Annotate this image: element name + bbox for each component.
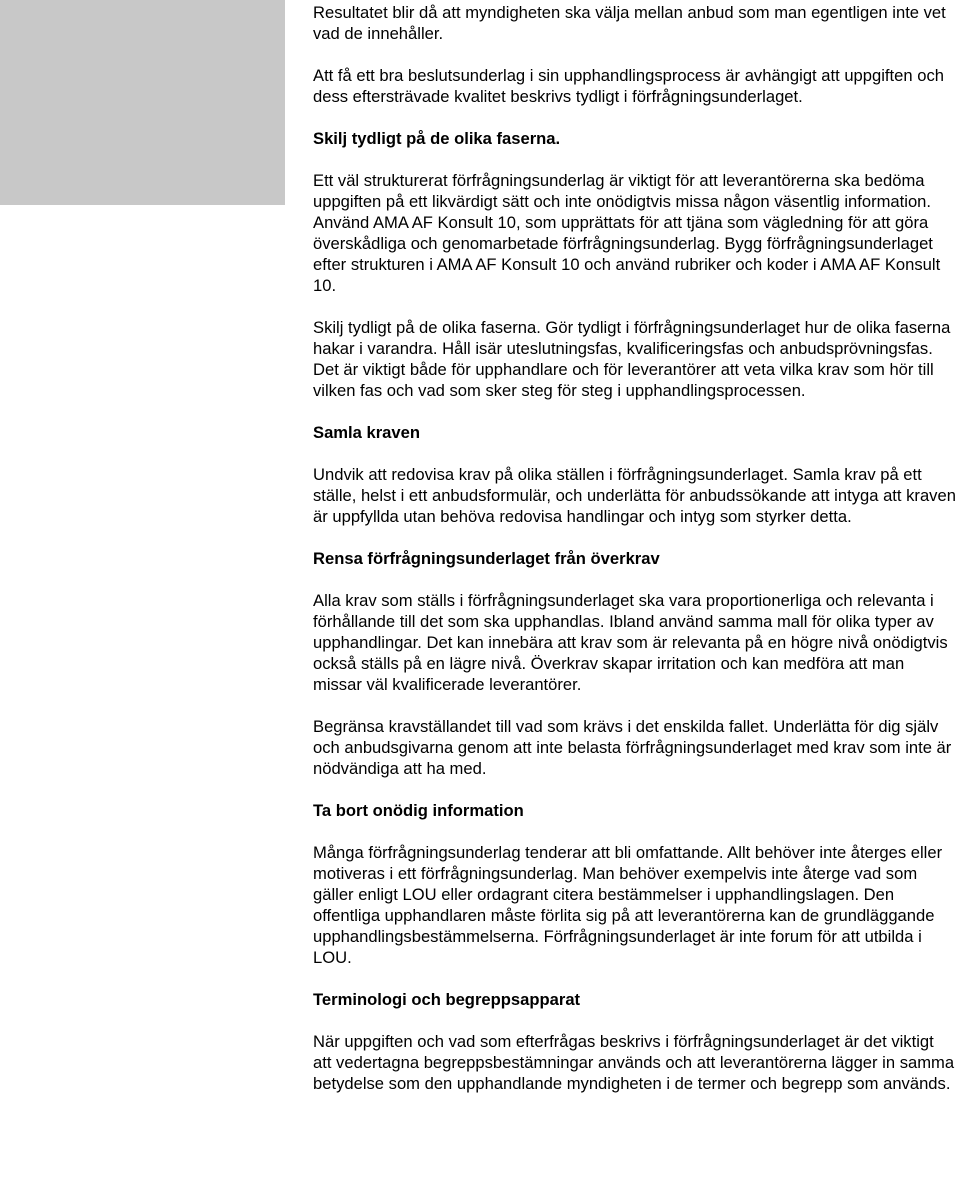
intro-paragraph-2: Att få ett bra beslutsunderlag i sin upphandlingsprocess är avhängigt att uppgiften och dess eftersträvade kvalitet beskrivs tydligt i förfrågningsunderlaget. [313,66,944,106]
section-paragraph: Ett väl strukturerat förfrågningsunderlag är viktigt för att leverantörerna ska bedöma uppgiften på ett likvärdigt sätt och inte onödigtvis missa någon väsentlig information. Använd AMA AF Konsult 10, som upprättats för att tjäna som vägledning för att göra överskådliga och genomarbetade förfrågningsunderlag. Bygg förfrågningsunderlaget efter strukturen i AMA AF Konsult 10 och använd rubriker och koder i AMA AF Konsult 10. [313,171,941,295]
section-paragraph: Alla krav som ställs i förfrågningsunderlaget ska vara proportionerliga och relevanta i förhållande till det som ska upphandlas. Ibland använd samma mall för olika typer av upphandlingar. Det kan innebära att krav som är relevanta på en högre nivå onödigtvis också ställs på en lägre nivå. Överkrav skapar irritation och kan medföra att man missar väl kvalificerade leverantörer. [313,591,948,694]
decorative-gray-block [0,0,285,205]
section-paragraph: Begränsa kravställandet till vad som krävs i det enskilda fallet. Underlätta för dig själv och anbudsgivarna genom att inte belasta förfrågningsunderlaget med krav som inte är nödvändiga att ha med. [313,717,952,778]
document-body [313,2,956,1115]
section-paragraph: Undvik att redovisa krav på olika ställen i förfrågningsunderlaget. Samla krav på ett ställe, helst i ett anbudsformulär, och underlätta för anbudssökande att intyga att kraven är uppfyllda utan behöva redovisa handlingar och intyg som styrker detta. [313,465,956,526]
section-paragraph: Skilj tydligt på de olika faserna. Gör tydligt i förfrågningsunderlaget hur de olika faserna hakar i varandra. Håll isär uteslutningsfas, kvalificeringsfas och anbudsprövningsfas. Det är viktigt både för upphandlare och för leverantörer att veta vilka krav som hör till vilken fas och vad som sker steg för steg i upphandlingsprocessen. [313,318,951,400]
section-heading-samla-kraven: Samla kraven [313,423,421,442]
section-heading-terminologi: Terminologi och begreppsapparat [313,990,581,1009]
section-heading-onodig-information: Ta bort onödig information [313,801,524,820]
section-paragraph: När uppgiften och vad som efterfrågas beskrivs i förfrågningsunderlaget är det viktigt att vedertagna begreppsbestämningar används och att leverantörerna lägger in samma betydelse som den upphandlande myndigheten i de termer och begrepp som används. [313,1032,955,1093]
section-heading-faserna: Skilj tydligt på de olika faserna. [313,129,561,148]
section-paragraph: Många förfrågningsunderlag tenderar att bli omfattande. Allt behöver inte återges eller motiveras i ett förfrågningsunderlag. Man behöver exempelvis inte återge vad som gäller enligt LOU eller ordagrant citera bestämmelser i upphandlingslagen. Den offentliga upphandlaren måste förlita sig på att leverantörerna kan de grundläggande upphandlingsbestämmelserna. Förfrågningsunderlaget är inte forum för att utbilda i LOU. [313,843,943,967]
intro-paragraph-1: Resultatet blir då att myndigheten ska välja mellan anbud som man egentligen inte vet vad de innehåller. [313,3,946,43]
section-heading-overkrav: Rensa förfrågningsunderlaget från överkrav [313,549,660,568]
